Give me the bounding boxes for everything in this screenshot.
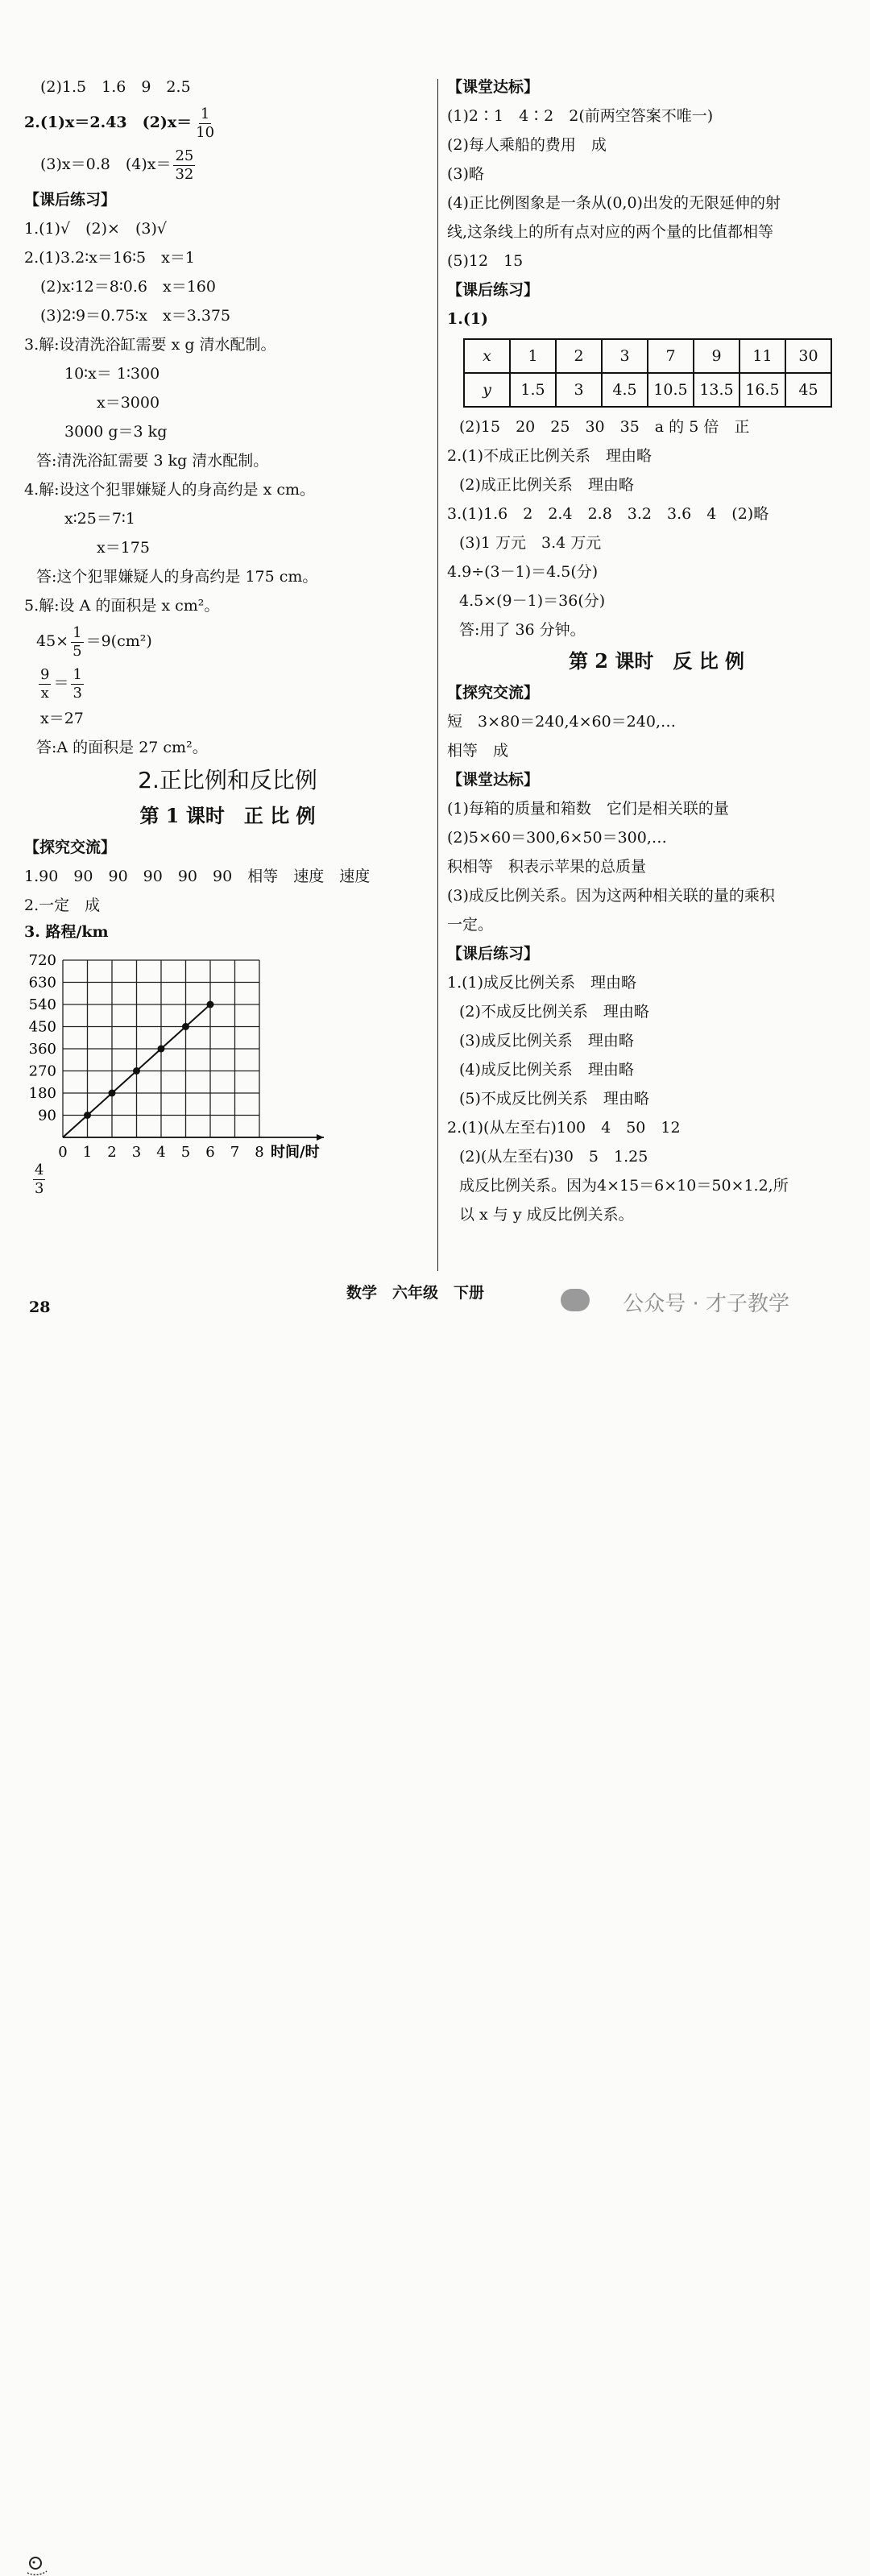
answer-line: 1.(1)√ (2)× (3)√ bbox=[24, 220, 168, 238]
lesson-title: 第 1 课时 正 比 例 bbox=[139, 804, 316, 827]
answer-line: 答:A 的面积是 27 cm²。 bbox=[36, 739, 208, 756]
y-tick-label: 540 bbox=[28, 996, 56, 1013]
answer-line: (1)2∶1 4∶2 2(前两空答案不唯一) bbox=[447, 107, 714, 125]
chart-question: 3. 路程/km bbox=[24, 923, 109, 941]
table-cell: x bbox=[464, 339, 510, 373]
answer-line bbox=[24, 101, 431, 143]
table-row bbox=[464, 373, 831, 407]
answer-line: 相等 成 bbox=[447, 742, 509, 760]
answer-line: (2)5×60＝300,6×50＝300,… bbox=[447, 829, 667, 847]
answer-line: (3)略 bbox=[447, 165, 484, 183]
y-tick-label: 450 bbox=[28, 1018, 56, 1036]
answer-line: $\frac{9}{x}$ ＝ $\frac{1}{3}$ bbox=[40, 665, 82, 702]
answer-line: (2)1.5 1.6 9 2.5 bbox=[40, 78, 191, 96]
section-heading: 【课后练习】 bbox=[447, 281, 540, 299]
x-tick-label: 8 bbox=[255, 1144, 264, 1161]
data-point bbox=[158, 1046, 165, 1053]
fraction: $\frac{9}{x}$ bbox=[40, 665, 50, 702]
answer-line: (3)2∶9＝0.75∶x x＝3.375 bbox=[40, 307, 231, 325]
table-cell: 10.5 bbox=[648, 373, 694, 407]
xy-table bbox=[463, 338, 832, 408]
x-tick-label: 5 bbox=[180, 1144, 191, 1161]
right-column bbox=[447, 72, 866, 1229]
table-cell: 45 bbox=[785, 373, 831, 407]
table-row bbox=[464, 339, 831, 373]
wechat-icon bbox=[561, 1289, 590, 1311]
table-cell: 13.5 bbox=[694, 373, 740, 407]
fraction: $\frac{25}{32}$ bbox=[175, 147, 194, 183]
answer-line: (2)不成反比例关系 理由略 bbox=[459, 1003, 649, 1021]
answer-line: 2.一定 成 bbox=[24, 897, 101, 914]
left-column bbox=[24, 72, 431, 1210]
watermark-text: 公众号 · 才子教学 bbox=[623, 1292, 789, 1316]
answer-line: (5)12 15 bbox=[447, 252, 524, 270]
data-point bbox=[133, 1067, 140, 1075]
table-cell: 3 bbox=[602, 339, 648, 373]
answer-line: 短 3×80＝240,4×60＝240,… bbox=[447, 713, 676, 731]
answer-line: 3.解:设清洗浴缸需要 x g 清水配制。 bbox=[24, 336, 276, 354]
y-tick-label: 630 bbox=[28, 974, 56, 992]
section-heading: 【课堂达标】 bbox=[447, 78, 540, 96]
y-tick-label: 270 bbox=[28, 1062, 56, 1080]
data-point bbox=[207, 1001, 214, 1008]
answer-line: 2.(1)(从左至右)100 4 50 12 bbox=[447, 1119, 681, 1137]
answer-line: 1.(1) bbox=[447, 310, 489, 328]
answer-line: 4.9÷(3－1)＝4.5(分) bbox=[447, 563, 599, 581]
answer-line: 5.解:设 A 的面积是 x cm²。 bbox=[24, 597, 220, 615]
answer-line: 1.(1)成反比例关系 理由略 bbox=[447, 974, 637, 992]
distance-time-chart bbox=[24, 944, 362, 1162]
column-divider bbox=[437, 79, 438, 1271]
x-tick-label: 2 bbox=[107, 1144, 117, 1161]
table-cell: 30 bbox=[785, 339, 831, 373]
answer-line: 4.解:设这个犯罪嫌疑人的身高约是 x cm。 bbox=[24, 481, 315, 499]
answer-line: (3)成反比例关系 理由略 bbox=[459, 1032, 634, 1050]
answer-line: (2)x∶12＝8∶0.6 x＝160 bbox=[40, 278, 216, 296]
answer-line: 4.5×(9－1)＝36(分) bbox=[459, 592, 606, 610]
table-cell: 3 bbox=[556, 373, 602, 407]
answer-line: (1)每箱的质量和箱数 它们是相关联的量 bbox=[447, 800, 729, 818]
answer-line: 答:用了 36 分钟。 bbox=[459, 621, 586, 639]
answer-line: (2)成正比例关系 理由略 bbox=[459, 476, 634, 494]
section-heading: 【探究交流】 bbox=[447, 684, 540, 702]
x-tick-label: 4 bbox=[156, 1144, 166, 1161]
table-cell: 16.5 bbox=[740, 373, 785, 407]
chapter-title: 2.正比例和反比例 bbox=[138, 767, 317, 793]
x-tick-label: 1 bbox=[82, 1144, 93, 1161]
lesson-title: 第 2 课时 反 比 例 bbox=[568, 649, 745, 673]
answer-line: 答:这个犯罪嫌疑人的身高约是 175 cm。 bbox=[36, 568, 318, 586]
x-tick-label: 0 bbox=[58, 1144, 68, 1161]
answer-line: 10∶x＝ 1∶300 bbox=[64, 365, 160, 383]
data-point bbox=[84, 1112, 91, 1119]
section-heading: 【探究交流】 bbox=[24, 839, 117, 856]
answer-line: (3)成反比例关系。因为这两种相关联的量的乘积 bbox=[447, 887, 775, 905]
answer-line: (4)成反比例关系 理由略 bbox=[459, 1061, 634, 1079]
table-cell: 2 bbox=[556, 339, 602, 373]
mascot-icon bbox=[24, 2555, 50, 2576]
fraction: $\frac{1}{10}$ bbox=[196, 105, 215, 141]
book-title: 数学 六年级 下册 bbox=[346, 1284, 485, 1302]
answer-line: 1.90 90 90 90 90 90 相等 速度 速度 bbox=[24, 868, 371, 885]
table-cell: 1.5 bbox=[510, 373, 556, 407]
answer-line: 成反比例关系。因为4×15＝6×10＝50×1.2,所 bbox=[459, 1177, 789, 1195]
table-cell: 4.5 bbox=[602, 373, 648, 407]
section-heading: 【课后练习】 bbox=[447, 945, 540, 963]
answer-line: 积相等 积表示苹果的总质量 bbox=[447, 858, 647, 876]
answer-line: (2)(从左至右)30 5 1.25 bbox=[459, 1148, 648, 1166]
x-axis-arrow bbox=[317, 1134, 324, 1141]
table-cell: 11 bbox=[740, 339, 785, 373]
answer-line: 3000 g＝3 kg bbox=[64, 423, 168, 441]
y-tick-label: 90 bbox=[38, 1107, 56, 1124]
answer-line: (4)正比例图象是一条从(0,0)出发的无限延伸的射 bbox=[447, 194, 781, 212]
answer-line: (2)每人乘船的费用 成 bbox=[447, 136, 607, 154]
data-point bbox=[182, 1023, 189, 1030]
y-tick-label: 360 bbox=[28, 1041, 56, 1058]
data-point bbox=[109, 1090, 116, 1097]
answer-line: 2.(1)不成正比例关系 理由略 bbox=[447, 447, 652, 465]
table-cell: 1 bbox=[510, 339, 556, 373]
answer-line: 一定。 bbox=[447, 916, 494, 934]
answer-line: (3)1 万元 3.4 万元 bbox=[459, 534, 602, 552]
section-heading: 【课堂达标】 bbox=[447, 771, 540, 789]
answer-line: (5)不成反比例关系 理由略 bbox=[459, 1090, 649, 1108]
x-tick-label: 3 bbox=[131, 1144, 142, 1161]
answer-line bbox=[24, 143, 431, 185]
table-cell: y bbox=[464, 373, 510, 407]
answer-line: 以 x 与 y 成反比例关系。 bbox=[459, 1206, 634, 1224]
table-cell: 7 bbox=[648, 339, 694, 373]
x-axis-label: 时间/时 bbox=[271, 1144, 320, 1161]
answer-line: x＝175 bbox=[97, 539, 150, 557]
answer-line: 45× $\frac{1}{5}$ ＝9(cm²) bbox=[36, 623, 152, 660]
answer-text: (3)x＝0.8 (4)x＝ bbox=[40, 155, 172, 173]
fraction: $\frac{1}{3}$ bbox=[72, 665, 82, 702]
table-cell: 9 bbox=[694, 339, 740, 373]
answer-line: 线,这条线上的所有点对应的两个量的比值都相等 bbox=[447, 223, 774, 241]
y-tick-label: 720 bbox=[28, 952, 56, 969]
answer-line: x＝3000 bbox=[97, 394, 160, 412]
answer-line: 2.(1)3.2∶x＝16∶5 x＝1 bbox=[24, 249, 195, 267]
section-heading: 【课后练习】 bbox=[24, 191, 117, 209]
answer-text: 2.(1)x＝2.43 (2)x＝ bbox=[24, 114, 193, 131]
page-number: 28 bbox=[29, 1298, 51, 1316]
y-tick-label: 180 bbox=[28, 1085, 56, 1102]
fraction: $\frac{4}{3}$ bbox=[35, 1162, 44, 1197]
answer-line bbox=[24, 1162, 431, 1210]
x-tick-label: 7 bbox=[230, 1144, 240, 1161]
answer-line: 答:清洗浴缸需要 3 kg 清水配制。 bbox=[36, 452, 269, 470]
x-tick-label: 6 bbox=[205, 1144, 215, 1161]
answer-line: x＝27 bbox=[40, 710, 84, 727]
answer-line: 3.(1)1.6 2 2.4 2.8 3.2 3.6 4 (2)略 bbox=[447, 505, 769, 523]
fraction: $\frac{1}{5}$ bbox=[72, 623, 82, 660]
answer-line: x∶25＝7∶1 bbox=[64, 510, 135, 528]
answer-line: (2)15 20 25 30 35 a 的 5 倍 正 bbox=[459, 418, 750, 436]
